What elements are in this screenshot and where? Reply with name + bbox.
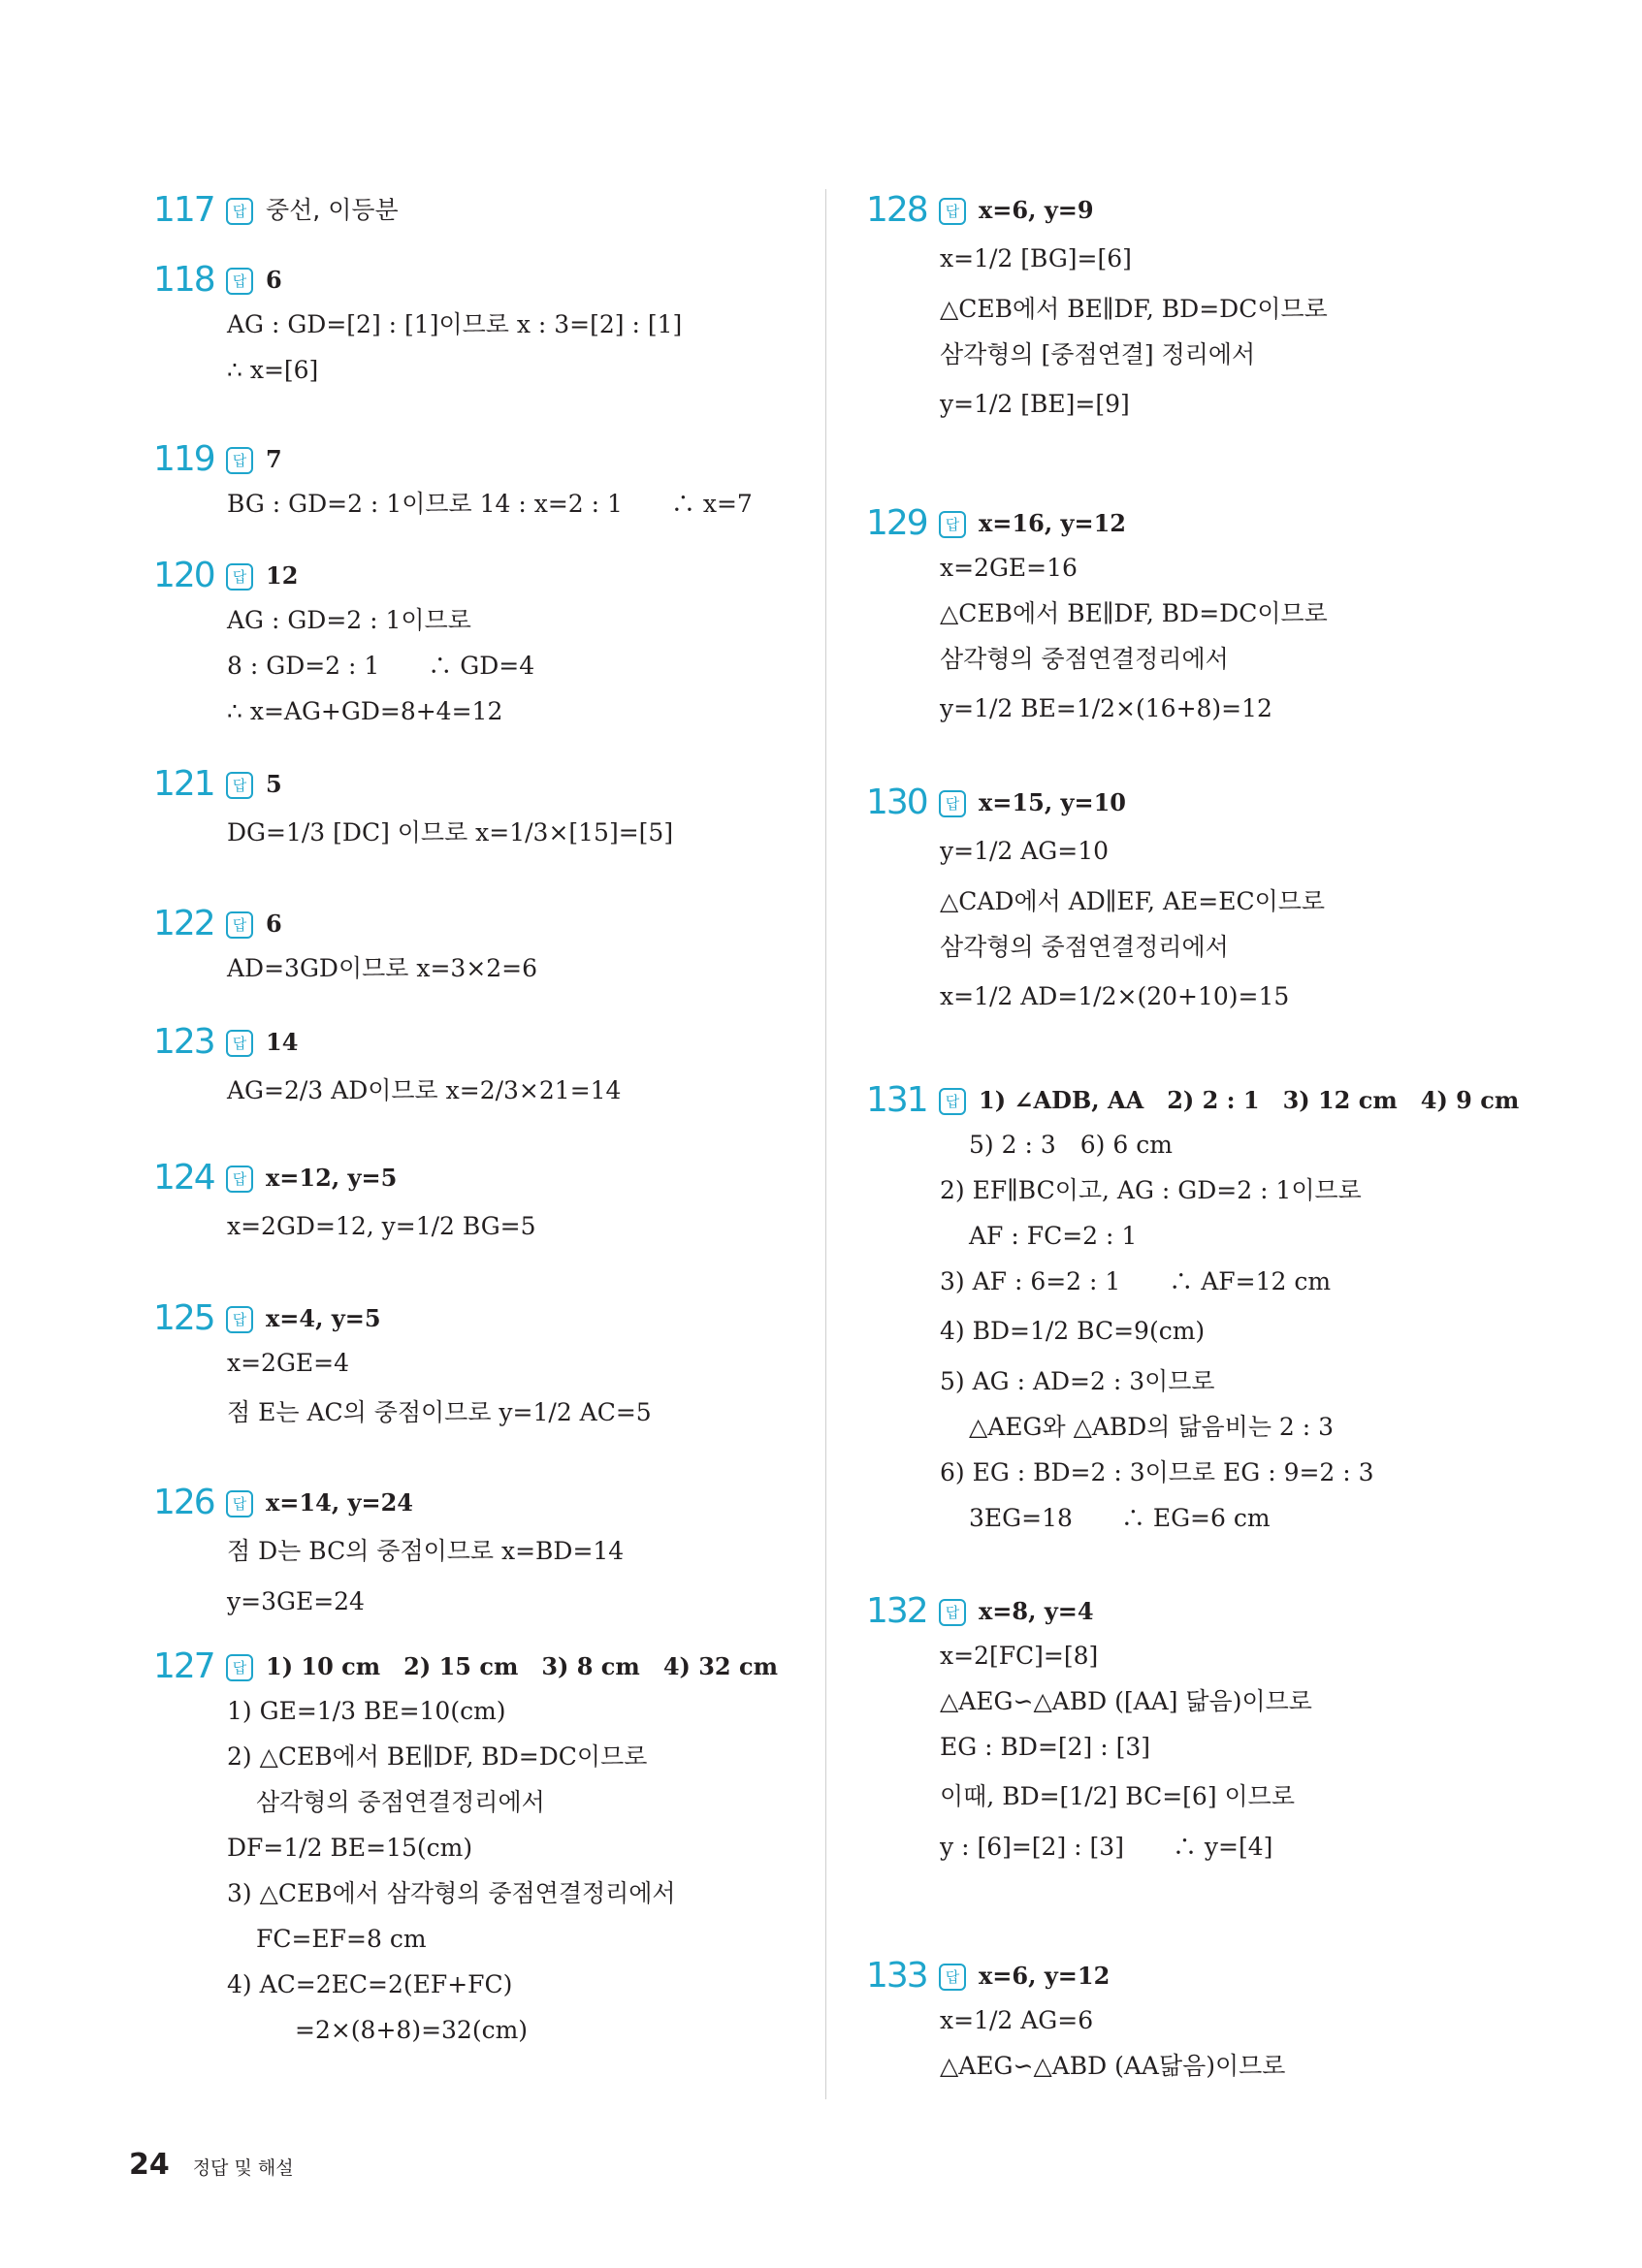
answer-tag-icon: 답 <box>226 1490 253 1517</box>
answer-text: x=6, y=9 <box>979 196 1094 224</box>
answer-text: 12 <box>266 561 299 590</box>
problem-number: 132 <box>866 1591 927 1631</box>
answer-tag-icon: 답 <box>226 1654 253 1681</box>
problem-123 <box>153 1021 803 1118</box>
answer-tag-icon: 답 <box>939 1964 966 1991</box>
solution-lines <box>227 597 803 734</box>
solution-line: y : [6]=[2] : [3] ∴ y=[4] <box>940 1833 1273 1861</box>
answer-text: x=16, y=12 <box>979 509 1126 537</box>
problem-number: 117 <box>153 190 214 230</box>
solution-line: y=3GE=24 <box>227 1587 365 1615</box>
problem-number: 119 <box>153 439 214 479</box>
answer-text: 14 <box>266 1028 299 1056</box>
answer-tag-icon: 답 <box>939 1599 966 1626</box>
solution-line: AD=3GD이므로 x=3×2=6 <box>227 954 538 982</box>
problem-header <box>153 1157 803 1199</box>
problem-122 <box>153 903 803 991</box>
solution-line: 4) BD=1/2 BC=9(cm) <box>940 1317 1206 1345</box>
solution-lines <box>227 806 803 860</box>
problem-125 <box>153 1297 803 1440</box>
solution-lines <box>227 1688 803 2053</box>
solution-line: 2) EF∥BC이고, AG : GD=2 : 1이므로 <box>940 1176 1362 1204</box>
solution-line: △AEG∽△ABD ([AA] 닮음)이므로 <box>940 1687 1312 1715</box>
solution-line: y=1/2 AG=10 <box>940 837 1110 865</box>
problem-number: 128 <box>866 190 927 230</box>
solution-line: 3) AF : 6=2 : 1 ∴ AF=12 cm <box>940 1267 1332 1295</box>
problem-127 <box>153 1645 803 2053</box>
problem-number: 127 <box>153 1646 214 1686</box>
solution-lines <box>940 232 1535 431</box>
solution-line: 4) AC=2EC=2(EF+FC) <box>227 1970 513 1998</box>
solution-lines <box>940 824 1535 1024</box>
answer-tag-icon: 답 <box>226 563 253 591</box>
answer-text: x=12, y=5 <box>266 1164 398 1192</box>
solution-line: 5) AG : AD=2 : 3이므로 <box>940 1367 1215 1395</box>
solution-lines <box>227 945 803 991</box>
solution-lines <box>940 1122 1535 1541</box>
answer-text: x=4, y=5 <box>266 1304 381 1332</box>
answer-text: 중선, 이등분 <box>266 196 399 224</box>
solution-line: 삼각형의 [중점연결] 정리에서 <box>940 340 1256 368</box>
footer-title: 정답 및 해설 <box>192 2157 294 2179</box>
solution-line: 점 E는 AC의 중점이므로 y=1/2 AC=5 <box>227 1398 652 1426</box>
problem-number: 120 <box>153 556 214 595</box>
problem-132 <box>866 1590 1535 1869</box>
answer-tag-icon: 답 <box>939 511 966 538</box>
problem-header <box>153 1021 803 1064</box>
answer-text: 7 <box>266 445 282 473</box>
answer-text: x=14, y=24 <box>266 1488 413 1517</box>
problem-130 <box>866 782 1535 1024</box>
answer-tag-icon: 답 <box>226 198 253 225</box>
answer-tag-icon: 답 <box>939 1088 966 1115</box>
solution-line: 2) △CEB에서 BE∥DF, BD=DC이므로 <box>227 1742 648 1771</box>
solution-line: x=1/2 AG=6 <box>940 2006 1094 2034</box>
problem-117 <box>153 189 803 232</box>
solution-line: 삼각형의 중점연결정리에서 <box>256 1788 545 1816</box>
problem-129 <box>866 502 1535 736</box>
problem-header <box>153 1645 803 1688</box>
solution-line: x=1/2 [BG]=[6] <box>940 244 1132 272</box>
solution-line: EG : BD=[2] : [3] <box>940 1733 1151 1761</box>
answer-tag-icon: 답 <box>226 1306 253 1333</box>
problem-header <box>153 555 803 597</box>
problem-header <box>866 502 1535 545</box>
problem-header <box>153 903 803 945</box>
problem-header <box>153 189 803 232</box>
solution-line: x=2GD=12, y=1/2 BG=5 <box>227 1212 536 1240</box>
solution-line: FC=EF=8 cm <box>256 1925 427 1953</box>
solution-line: 점 D는 BC의 중점이므로 x=BD=14 <box>227 1537 625 1565</box>
problem-number: 130 <box>866 783 927 822</box>
solution-lines <box>227 1524 803 1624</box>
problem-number: 126 <box>153 1483 214 1522</box>
problem-number: 121 <box>153 764 214 804</box>
solution-line: AG : GD=2 : 1이므로 <box>227 606 471 634</box>
problem-header <box>153 1297 803 1340</box>
problem-header <box>153 259 803 302</box>
solution-lines <box>227 1199 803 1254</box>
answer-text: 1) ∠ADB, AA 2) 2 : 1 3) 12 cm 4) 9 cm <box>979 1086 1520 1114</box>
answer-tag-icon: 답 <box>226 447 253 474</box>
solution-line: y=1/2 [BE]=[9] <box>940 390 1130 418</box>
solution-lines <box>227 1340 803 1440</box>
solution-line: 3EG=18 ∴ EG=6 cm <box>969 1504 1271 1532</box>
solution-line: AG : GD=[2] : [1]이므로 x : 3=[2] : [1] <box>227 310 683 338</box>
problem-header <box>153 438 803 481</box>
solution-line: 8 : GD=2 : 1 ∴ GD=4 <box>227 652 535 680</box>
problem-128 <box>866 189 1535 431</box>
solution-lines <box>940 1633 1535 1869</box>
problem-118 <box>153 259 803 393</box>
solution-line: △AEG와 △ABD의 닮음비는 2 : 3 <box>969 1413 1335 1441</box>
solution-line: DF=1/2 BE=15(cm) <box>227 1834 473 1862</box>
problem-126 <box>153 1482 803 1624</box>
solution-lines <box>940 1997 1535 2089</box>
solution-line: △CEB에서 BE∥DF, BD=DC이므로 <box>940 295 1328 323</box>
solution-line: 1) GE=1/3 BE=10(cm) <box>227 1697 506 1725</box>
solution-line: ∴ x=[6] <box>227 356 319 384</box>
solution-line: x=2GE=4 <box>227 1349 350 1377</box>
problem-133 <box>866 1955 1535 2089</box>
problem-120 <box>153 555 803 734</box>
answer-tag-icon: 답 <box>226 1166 253 1193</box>
solution-line: y=1/2 BE=1/2×(16+8)=12 <box>940 694 1272 722</box>
solution-lines <box>227 481 803 527</box>
problem-header <box>153 763 803 806</box>
solution-lines <box>227 302 803 393</box>
answer-text: x=6, y=12 <box>979 1962 1111 1990</box>
page-footer <box>129 2148 294 2182</box>
problem-header <box>866 1590 1535 1633</box>
problem-number: 133 <box>866 1956 927 1996</box>
problem-121 <box>153 763 803 860</box>
answer-tag-icon: 답 <box>939 198 966 225</box>
answer-text: 5 <box>266 770 282 798</box>
solution-line: x=2[FC]=[8] <box>940 1642 1099 1670</box>
solution-line: AF : FC=2 : 1 <box>969 1222 1138 1250</box>
solution-line: 삼각형의 중점연결정리에서 <box>940 645 1229 673</box>
problem-header <box>153 1482 803 1524</box>
solution-line: 5) 2 : 3 6) 6 cm <box>969 1131 1173 1159</box>
solution-line: BG : GD=2 : 1이므로 14 : x=2 : 1 ∴ x=7 <box>227 490 753 518</box>
answer-tag-icon: 답 <box>226 911 253 939</box>
solution-lines <box>227 1064 803 1118</box>
page-number: 24 <box>129 2148 170 2182</box>
problem-header <box>866 1955 1535 1997</box>
problem-124 <box>153 1157 803 1254</box>
solution-line: AG=2/3 AD이므로 x=2/3×21=14 <box>227 1076 622 1104</box>
answer-text: x=8, y=4 <box>979 1597 1094 1625</box>
answer-tag-icon: 답 <box>226 1030 253 1057</box>
solution-line: DG=1/3 [DC] 이므로 x=1/3×[15]=[5] <box>227 818 674 847</box>
problem-header <box>866 782 1535 824</box>
answer-text: x=15, y=10 <box>979 788 1126 816</box>
answer-text: 6 <box>266 910 282 938</box>
solution-line: △AEG∽△ABD (AA닮음)이므로 <box>940 2052 1286 2080</box>
problem-number: 123 <box>153 1022 214 1062</box>
answer-text: 1) 10 cm 2) 15 cm 3) 8 cm 4) 32 cm <box>266 1652 778 1680</box>
problem-header <box>866 1079 1535 1122</box>
solution-line: x=2GE=16 <box>940 554 1078 582</box>
problem-number: 131 <box>866 1080 927 1120</box>
solution-line: △CAD에서 AD∥EF, AE=EC이므로 <box>940 887 1326 915</box>
problem-number: 125 <box>153 1298 214 1338</box>
problem-131 <box>866 1079 1535 1541</box>
solution-lines <box>940 545 1535 736</box>
solution-line: x=1/2 AD=1/2×(20+10)=15 <box>940 982 1290 1010</box>
solution-line: 삼각형의 중점연결정리에서 <box>940 933 1229 961</box>
answer-tag-icon: 답 <box>226 268 253 295</box>
problem-number: 122 <box>153 904 214 943</box>
problem-119 <box>153 438 803 527</box>
column-divider <box>825 189 826 2099</box>
problem-header <box>866 189 1535 232</box>
problem-number: 118 <box>153 260 214 300</box>
solution-line: 3) △CEB에서 삼각형의 중점연결정리에서 <box>227 1879 676 1907</box>
problem-number: 129 <box>866 503 927 543</box>
solution-line: =2×(8+8)=32(cm) <box>295 2016 529 2044</box>
answer-text: 6 <box>266 266 282 294</box>
solution-line: ∴ x=AG+GD=8+4=12 <box>227 697 503 725</box>
solution-line: 이때, BD=[1/2] BC=[6] 이므로 <box>940 1782 1295 1810</box>
solution-line: 6) EG : BD=2 : 3이므로 EG : 9=2 : 3 <box>940 1458 1374 1486</box>
answer-tag-icon: 답 <box>226 772 253 799</box>
solution-line: △CEB에서 BE∥DF, BD=DC이므로 <box>940 599 1328 627</box>
answer-tag-icon: 답 <box>939 790 966 817</box>
problem-number: 124 <box>153 1158 214 1198</box>
